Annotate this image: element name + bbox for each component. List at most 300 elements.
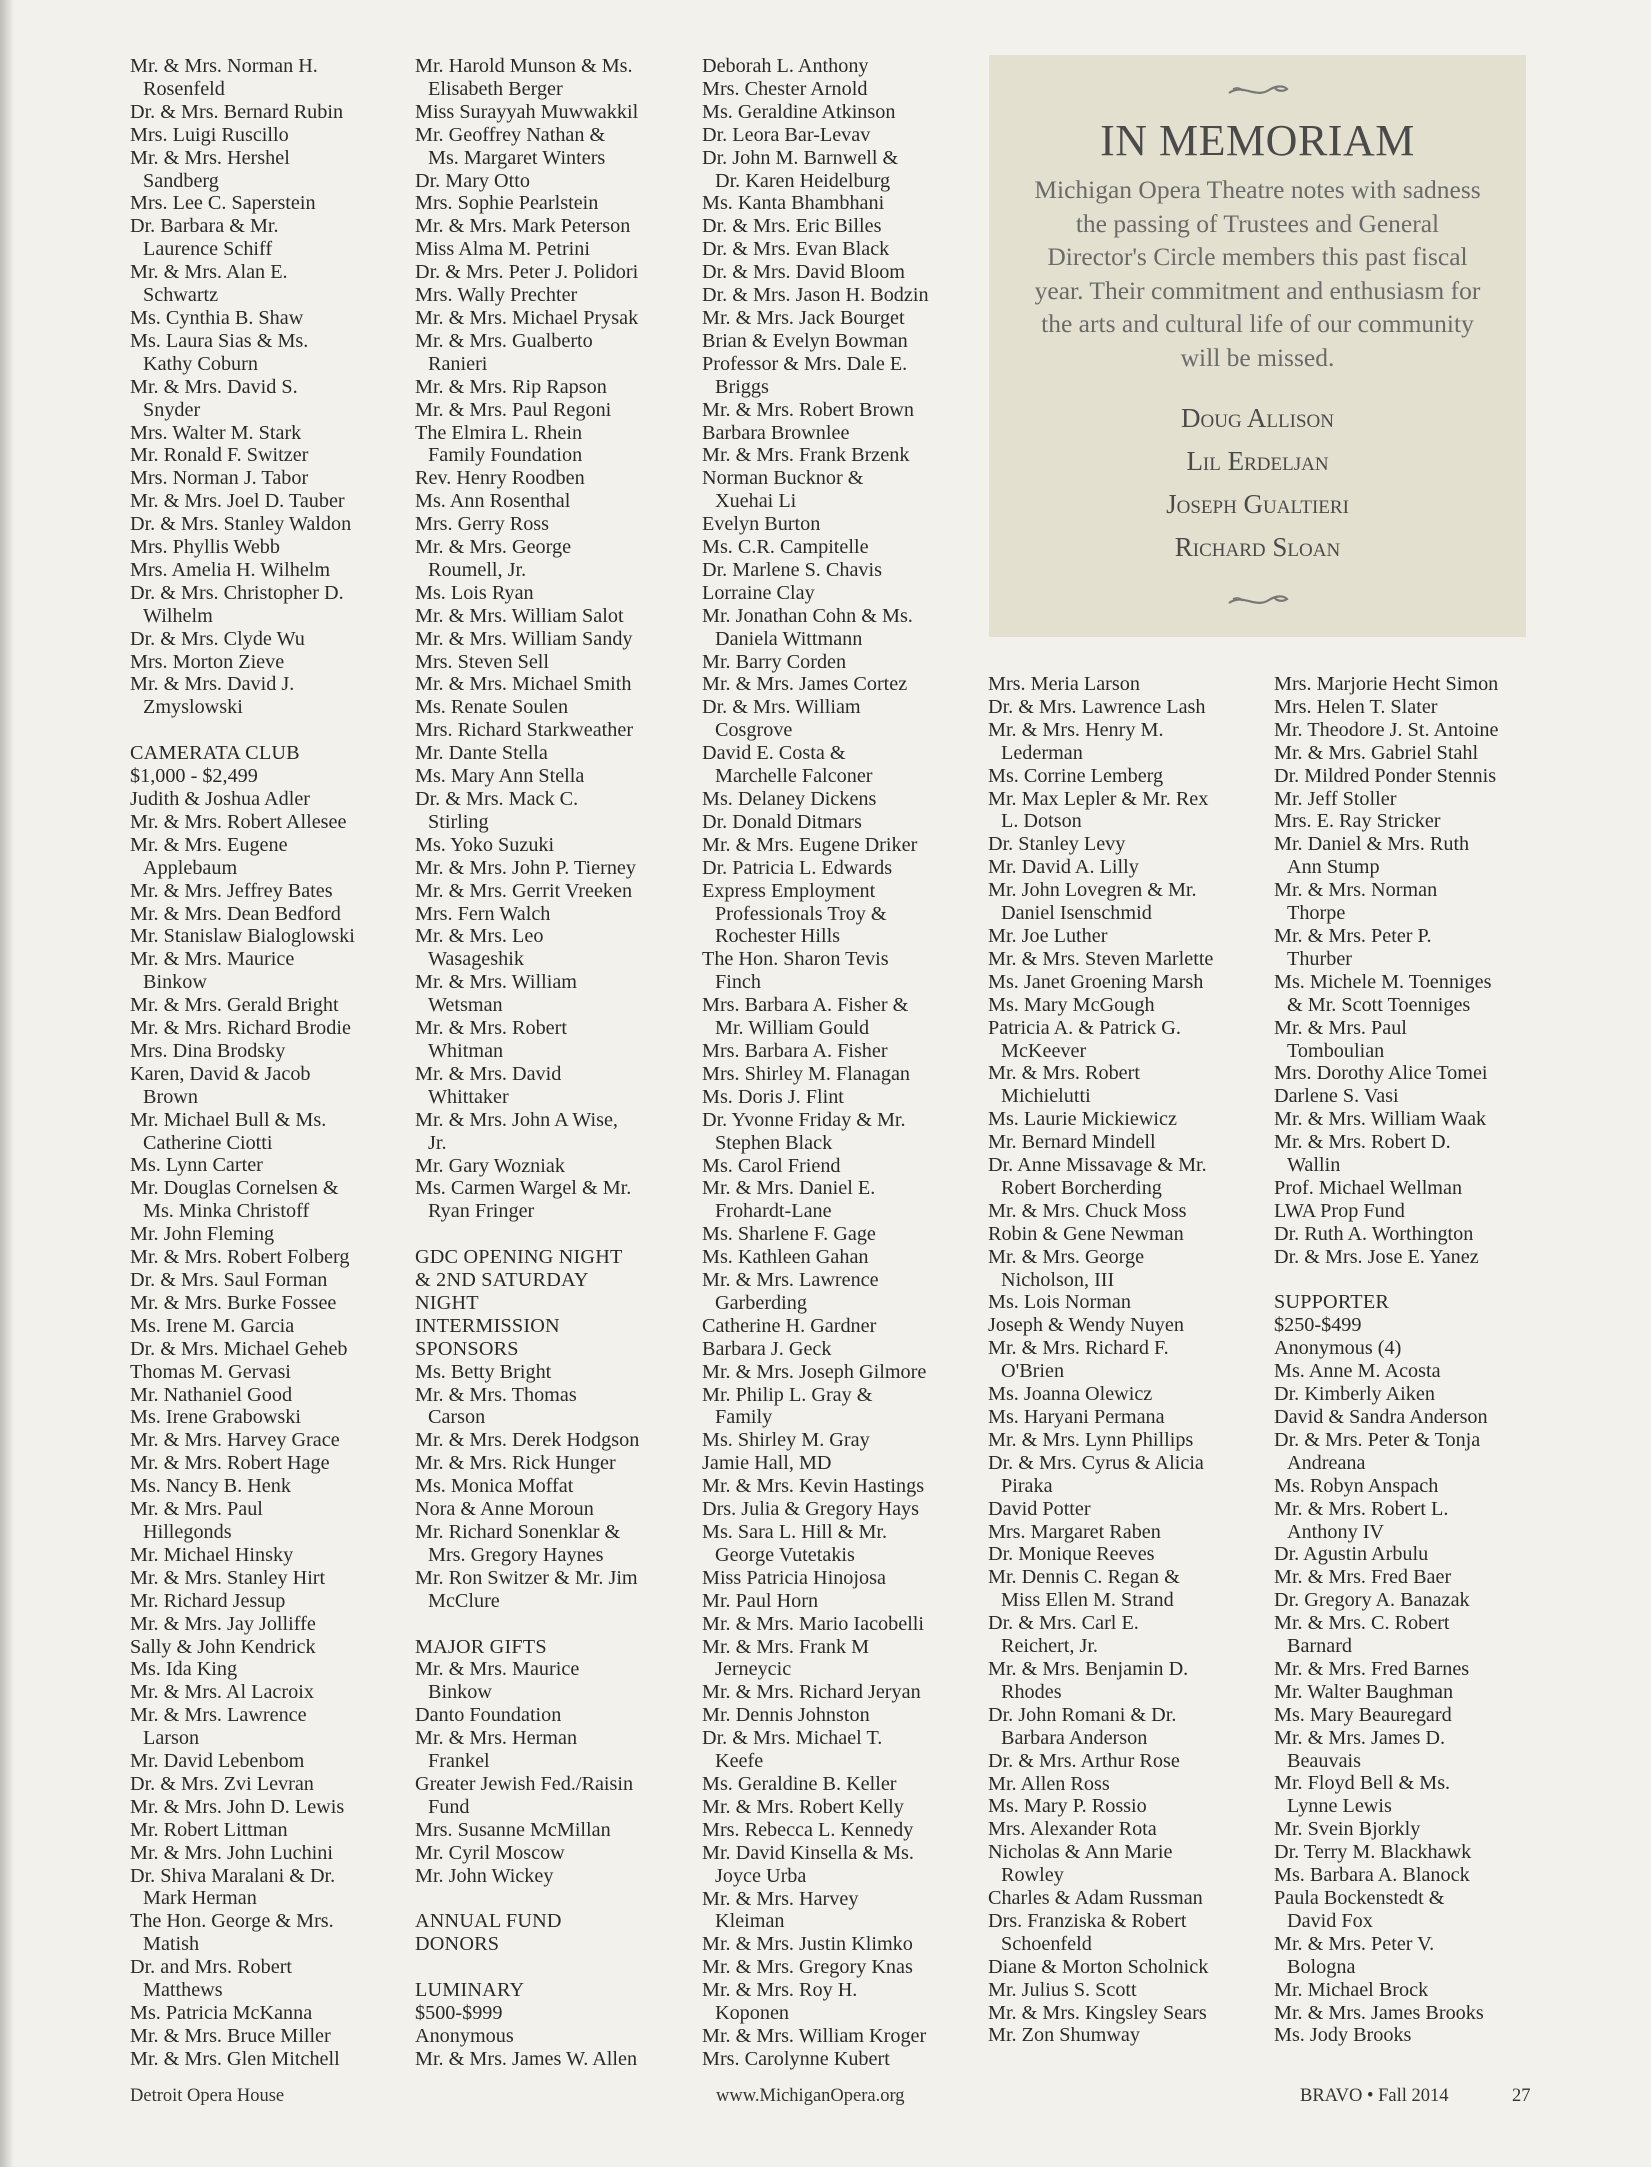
- donor-name: Mr. & Mrs. Frank M: [702, 1635, 870, 1658]
- section-spacer: [415, 1956, 680, 1979]
- section-spacer: [1274, 1269, 1539, 1292]
- donor-name-continuation: O'Brien: [1001, 1360, 1065, 1383]
- donor-name-continuation: Kleiman: [715, 1910, 785, 1933]
- section-heading: GDC OPENING NIGHT: [415, 1246, 623, 1269]
- donor-name: Paula Bockenstedt &: [1274, 1887, 1445, 1910]
- donor-name: Mrs. Dina Brodsky: [130, 1039, 286, 1062]
- donor-name-continuation: Thorpe: [1287, 902, 1346, 925]
- donor-name: Mr. & Mrs. Burke Fossee: [130, 1291, 337, 1314]
- donor-name: Judith & Joshua Adler: [130, 787, 311, 810]
- donor-name: Mr. & Mrs. Robert: [988, 1062, 1140, 1085]
- donor-name: Dr. & Mrs. William: [702, 696, 861, 719]
- donor-name: Miss Alma M. Petrini: [415, 238, 590, 261]
- donor-name: Ms. Mary Ann Stella: [415, 765, 585, 788]
- donor-name: Mr. Geoffrey Nathan &: [415, 123, 606, 146]
- donor-name: Dr. Monique Reeves: [988, 1543, 1155, 1566]
- donor-name: Mr. Jeff Stoller: [1274, 787, 1397, 810]
- donor-name-continuation: Stirling: [428, 810, 489, 833]
- donor-name: Greater Jewish Fed./Raisin: [415, 1772, 634, 1795]
- footer-publication: BRAVO • Fall 2014: [1300, 2086, 1449, 2106]
- donor-name: Joseph & Wendy Nuyen: [988, 1314, 1184, 1337]
- donor-name-continuation: Whitman: [428, 1039, 504, 1062]
- donor-name: Mrs. Gerry Ross: [415, 513, 550, 536]
- section-heading: SUPPORTER: [1274, 1291, 1390, 1314]
- donor-name: Sally & John Kendrick: [130, 1635, 316, 1658]
- section-heading: LUMINARY: [415, 1979, 525, 2002]
- donor-name: Dr. Shiva Maralani & Dr.: [130, 1864, 336, 1887]
- section-heading: INTERMISSION: [415, 1314, 560, 1337]
- donor-name: Mr. Gary Wozniak: [415, 1154, 565, 1177]
- donor-name: Ms. Ann Rosenthal: [415, 490, 571, 513]
- donor-name-continuation: Daniela Wittmann: [715, 627, 863, 650]
- donor-name: Mr. & Mrs. Frank Brzenk: [702, 444, 910, 467]
- donor-name: Mrs. Luigi Ruscillo: [130, 123, 289, 146]
- donor-name: Mr. & Mrs. Eugene Driker: [702, 833, 918, 856]
- donor-name: Mr. Zon Shumway: [988, 2024, 1140, 2047]
- donor-name: Mr. & Mrs. Jeffrey Bates: [130, 879, 333, 902]
- donor-name-continuation: Brown: [143, 1085, 198, 1108]
- donor-name: Mr. & Mrs. Maurice: [130, 948, 295, 971]
- donor-name: Mr. & Mrs. Maurice: [415, 1658, 580, 1681]
- donor-name: Dr. & Mrs. Jason H. Bodzin: [702, 284, 929, 307]
- donor-name: Ms. Laura Sias & Ms.: [130, 329, 309, 352]
- giving-range: $250-$499: [1274, 1314, 1362, 1337]
- memoriam-name: Lil Erdeljan: [1186, 446, 1329, 476]
- donor-name-continuation: Nicholson, III: [1001, 1268, 1115, 1291]
- donor-name: Ms. Anne M. Acosta: [1274, 1360, 1441, 1383]
- section-heading: ANNUAL FUND: [415, 1910, 562, 1933]
- donor-name: Mr. & Mrs. Paul: [1274, 1016, 1407, 1039]
- donor-name: Mr. David A. Lilly: [988, 856, 1139, 879]
- donor-name-continuation: Family Foundation: [428, 444, 583, 467]
- donor-name-continuation: Lynne Lewis: [1287, 1795, 1392, 1818]
- donor-name: Miss Surayyah Muwwakkil: [415, 100, 639, 123]
- footer-venue: Detroit Opera House: [130, 2086, 285, 2106]
- donor-name: Ms. Carmen Wargel & Mr.: [415, 1177, 632, 1200]
- donor-name: Dr. Mildred Ponder Stennis: [1274, 764, 1497, 787]
- donor-name-continuation: Frankel: [428, 1750, 490, 1773]
- donor-name: Mr. & Mrs. Gregory Knas: [702, 1956, 913, 1979]
- donor-name: Barbara Brownlee: [702, 421, 850, 444]
- donor-name: Dr. Mary Otto: [415, 169, 530, 192]
- donor-name: Anonymous: [415, 2024, 514, 2047]
- footer-website: www.MichiganOpera.org: [716, 2086, 905, 2106]
- donor-name: Mr. & Mrs. Rick Hunger: [415, 1452, 616, 1475]
- donor-name-continuation: Keefe: [715, 1750, 764, 1773]
- donor-name: Mr. & Mrs. Alan E.: [130, 261, 288, 284]
- donor-name: Dr. & Mrs. Eric Billes: [702, 215, 882, 238]
- donor-name: The Elmira L. Rhein: [415, 421, 583, 444]
- donor-name: Mrs. Meria Larson: [988, 673, 1140, 695]
- donor-name-continuation: Matthews: [143, 1979, 223, 2002]
- donor-name: Ms. Geraldine Atkinson: [702, 100, 896, 123]
- donor-name-continuation: Michielutti: [1001, 1085, 1091, 1108]
- donor-name: Mr. Ronald F. Switzer: [130, 444, 309, 467]
- flourish-ornament-icon: [1223, 79, 1293, 101]
- donor-name: Mr. & Mrs. Paul Regoni: [415, 398, 612, 421]
- donor-name-continuation: Lederman: [1001, 741, 1083, 764]
- donor-name: Mr. & Mrs. John P. Tierney: [415, 856, 636, 879]
- donor-name: Mr. Douglas Cornelsen &: [130, 1177, 339, 1200]
- donor-name: Mr. Dennis C. Regan &: [988, 1566, 1180, 1589]
- donor-name-continuation: Applebaum: [143, 856, 238, 879]
- donor-name: Mr. Stanislaw Bialoglowski: [130, 925, 355, 948]
- donor-name-continuation: Finch: [715, 971, 761, 994]
- donor-name: Mr. Cyril Moscow: [415, 1841, 565, 1864]
- donor-name: Norman Bucknor &: [702, 467, 864, 490]
- donor-name: Mr. & Mrs. Derek Hodgson: [415, 1429, 640, 1452]
- donor-name: Rev. Henry Roodben: [415, 467, 585, 490]
- donor-name: Mr. & Mrs. Robert: [415, 1017, 567, 1040]
- donor-name: Mrs. Susanne McMillan: [415, 1818, 611, 1841]
- donor-name-continuation: David Fox: [1287, 1909, 1373, 1932]
- donor-name-continuation: Mrs. Gregory Haynes: [428, 1543, 604, 1566]
- donor-name: Dr. & Mrs. David Bloom: [702, 261, 905, 284]
- donor-name-continuation: Briggs: [715, 375, 769, 398]
- donor-name: Barbara J. Geck: [702, 1337, 832, 1360]
- donor-name: Mr. & Mrs. James D.: [1274, 1726, 1446, 1749]
- donor-name: Ms. Mary P. Rossio: [988, 1795, 1147, 1818]
- donor-name-continuation: Ranieri: [428, 352, 488, 375]
- donor-name: Dr. Marlene S. Chavis: [702, 558, 882, 581]
- donor-name: LWA Prop Fund: [1274, 1199, 1405, 1222]
- donor-name-continuation: Wasageshik: [428, 948, 524, 971]
- donor-name-continuation: Dr. Karen Heidelburg: [715, 169, 891, 192]
- donor-name: Mr. & Mrs. George: [415, 536, 572, 559]
- donor-name-continuation: Schwartz: [143, 284, 219, 307]
- donor-name: Mr. & Mrs. James Brooks: [1274, 2001, 1484, 2024]
- donor-name: Ms. Lynn Carter: [130, 1154, 263, 1177]
- donor-name: Miss Patricia Hinojosa: [702, 1566, 886, 1589]
- donor-name: Mr. & Mrs. Roy H.: [702, 1979, 858, 2002]
- donor-name-continuation: Barbara Anderson: [1001, 1726, 1148, 1749]
- donor-name: Mrs. Alexander Rota: [988, 1818, 1157, 1841]
- donor-name: Mr. & Mrs. Fred Baer: [1274, 1566, 1452, 1589]
- donor-name: Dr. & Mrs. Bernard Rubin: [130, 100, 344, 123]
- donor-name: Mr. Philip L. Gray &: [702, 1383, 873, 1406]
- donor-name-continuation: Joyce Urba: [715, 1864, 807, 1887]
- donor-name-continuation: Jerneycic: [715, 1658, 792, 1681]
- donor-name: Ms. Lois Norman: [988, 1291, 1131, 1314]
- donor-name: Mrs. Helen T. Slater: [1274, 695, 1438, 718]
- donor-name: Mr. & Mrs. James W. Allen: [415, 2047, 638, 2070]
- donor-name: Ms. Mary Beauregard: [1274, 1703, 1452, 1726]
- donor-name: Dr. Barbara & Mr.: [130, 215, 279, 238]
- donor-name: Anonymous (4): [1274, 1337, 1402, 1360]
- section-spacer: [415, 1613, 680, 1636]
- donor-name: Patricia A. & Patrick G.: [988, 1016, 1181, 1039]
- donor-name: Mr. Richard Jessup: [130, 1589, 286, 1612]
- donor-name: Dr. Terry M. Blackhawk: [1274, 1841, 1472, 1864]
- donor-name: Mrs. Barbara A. Fisher: [702, 1039, 888, 1062]
- donor-name: Mr. Robert Littman: [130, 1818, 288, 1841]
- section-spacer: [415, 1887, 680, 1910]
- donor-name-continuation: Binkow: [428, 1681, 492, 1704]
- memoriam-names: [989, 397, 1526, 569]
- donor-name: Mr. & Mrs. Kevin Hastings: [702, 1475, 925, 1498]
- page-edge-shadow: [0, 0, 14, 2167]
- donor-name-continuation: McClure: [428, 1589, 500, 1612]
- donor-name-continuation: Ms. Minka Christoff: [143, 1200, 310, 1223]
- donor-name-continuation: Schoenfeld: [1001, 1932, 1092, 1955]
- donor-name-continuation: Mr. William Gould: [715, 1017, 870, 1040]
- donor-name: Mr. David Kinsella & Ms.: [702, 1841, 914, 1864]
- donor-name: Mr. & Mrs. Kingsley Sears: [988, 2001, 1207, 2024]
- donor-name: Dr. & Mrs. Michael Geheb: [130, 1337, 348, 1360]
- donor-name-continuation: Koponen: [715, 2002, 790, 2025]
- donor-name: Ms. Kathleen Gahan: [702, 1246, 869, 1269]
- donor-name: Mr. & Mrs. Harvey Grace: [130, 1429, 340, 1452]
- donor-name: Ms. Robyn Anspach: [1274, 1474, 1439, 1497]
- donor-name-continuation: Jr.: [428, 1131, 447, 1154]
- donor-name-continuation: Ann Stump: [1287, 856, 1380, 879]
- donor-column-4: [988, 673, 1253, 2047]
- donor-name: Drs. Julia & Gregory Hays: [702, 1498, 919, 1521]
- donor-name: Mr. & Mrs. Lawrence: [130, 1704, 307, 1727]
- donor-name: Ms. Lois Ryan: [415, 581, 534, 604]
- donor-name-continuation: Larson: [143, 1727, 200, 1750]
- donor-name: Jamie Hall, MD: [702, 1452, 832, 1475]
- donor-name-continuation: Frohardt-Lane: [715, 1200, 832, 1223]
- donor-name: Mr. & Mrs. Lawrence: [702, 1269, 879, 1292]
- donor-name: Ms. Nancy B. Henk: [130, 1475, 291, 1498]
- donor-name-continuation: Anthony IV: [1287, 1520, 1385, 1543]
- donor-name-continuation: Rosenfeld: [143, 77, 225, 100]
- donor-name-continuation: Wetsman: [428, 994, 503, 1017]
- donor-name: Mrs. Richard Starkweather: [415, 719, 634, 742]
- donor-name: Dr. & Mrs. Lawrence Lash: [988, 695, 1206, 718]
- donor-name: Mr. & Mrs. Richard Jeryan: [702, 1681, 921, 1704]
- donor-name: Mr. & Mrs. David J.: [130, 673, 295, 696]
- donor-name: Mr. Svein Bjorkly: [1274, 1818, 1421, 1841]
- donor-name: Mr. & Mrs. Gerald Bright: [130, 994, 339, 1017]
- donor-name: Dr. & Mrs. Jose E. Yanez: [1274, 1245, 1479, 1268]
- donor-name: Mrs. Barbara A. Fisher &: [702, 994, 909, 1017]
- donor-name-continuation: Robert Borcherding: [1001, 1176, 1162, 1199]
- donor-name: Ms. Jody Brooks: [1274, 2024, 1412, 2047]
- donor-name: Mr. Nathaniel Good: [130, 1383, 293, 1406]
- donor-name: Mrs. Steven Sell: [415, 650, 550, 673]
- donor-name: Mr. & Mrs. Steven Marlette: [988, 947, 1214, 970]
- donor-name: Karen, David & Jacob: [130, 1062, 311, 1085]
- memoriam-name: Joseph Gualtieri: [1166, 489, 1349, 519]
- donor-name: Dr. Agustin Arbulu: [1274, 1543, 1429, 1566]
- donor-name: Mr. & Mrs. John A Wise,: [415, 1108, 618, 1131]
- donor-name: The Hon. George & Mrs.: [130, 1910, 334, 1933]
- donor-name: Mrs. Rebecca L. Kennedy: [702, 1818, 914, 1841]
- donor-name: Mrs. Sophie Pearlstein: [415, 192, 599, 215]
- donor-name: Ms. Monica Moffat: [415, 1475, 574, 1498]
- donor-name: Ms. C.R. Campitelle: [702, 536, 869, 559]
- donor-name: Mr. & Mrs. Glen Mitchell: [130, 2047, 340, 2070]
- donor-name-continuation: Whittaker: [428, 1085, 509, 1108]
- donor-name-continuation: Rowley: [1001, 1864, 1064, 1887]
- donor-name: Ms. Kanta Bhambhani: [702, 192, 885, 215]
- donor-name: David & Sandra Anderson: [1274, 1405, 1488, 1428]
- donor-name: Ms. Joanna Olewicz: [988, 1383, 1153, 1406]
- page-number: 27: [1512, 2086, 1531, 2106]
- donor-name-continuation: McKeever: [1001, 1039, 1087, 1062]
- donor-name: Mr. & Mrs. Jack Bourget: [702, 306, 905, 329]
- donor-name-continuation: Xuehai Li: [715, 490, 797, 513]
- donor-name-continuation: Rhodes: [1001, 1680, 1062, 1703]
- donor-name: Mrs. Fern Walch: [415, 902, 551, 925]
- section-heading: MAJOR GIFTS: [415, 1635, 547, 1658]
- donor-column-2: [415, 55, 680, 2071]
- donor-name: Ms. Haryani Permana: [988, 1406, 1165, 1428]
- donor-name: Mr. & Mrs. Joseph Gilmore: [702, 1360, 927, 1383]
- memoriam-name: Doug Allison: [1181, 403, 1334, 433]
- donor-name: Dr. & Mrs. Clyde Wu: [130, 627, 305, 650]
- donor-name-continuation: Kathy Coburn: [143, 352, 258, 375]
- donor-name: Dr. Ruth A. Worthington: [1274, 1222, 1474, 1245]
- donor-name: Mr. & Mrs. Herman: [415, 1727, 578, 1750]
- donor-name-continuation: Mark Herman: [143, 1887, 257, 1910]
- donor-name: Mrs. Morton Zieve: [130, 650, 285, 673]
- donor-name: Dr. & Mrs. Cyrus & Alicia: [988, 1451, 1204, 1474]
- donor-name: Darlene S. Vasi: [1274, 1085, 1399, 1108]
- donor-name-continuation: Andreana: [1287, 1451, 1366, 1474]
- donor-name: Ms. Irene Grabowski: [130, 1406, 301, 1429]
- donor-name-continuation: Fund: [428, 1795, 470, 1818]
- donor-name: Ms. Doris J. Flint: [702, 1085, 844, 1108]
- donor-name: Mr. Michael Brock: [1274, 1978, 1429, 2001]
- donor-name: Mr. & Mrs. Michael Smith: [415, 673, 632, 696]
- donor-name: Mrs. Amelia H. Wilhelm: [130, 558, 331, 581]
- donor-name-continuation: Ms. Margaret Winters: [428, 146, 606, 169]
- donor-name-continuation: Garberding: [715, 1291, 807, 1314]
- donor-name: Dr. & Mrs. Evan Black: [702, 238, 890, 261]
- donor-name: David Potter: [988, 1497, 1091, 1520]
- donor-name: Dr. John M. Barnwell &: [702, 146, 899, 169]
- section-heading: SPONSORS: [415, 1337, 519, 1360]
- memoriam-name: Richard Sloan: [1174, 532, 1341, 562]
- donor-name: Dr. Yvonne Friday & Mr.: [702, 1108, 906, 1131]
- donor-name: Mr. & Mrs. Robert Brown: [702, 398, 914, 421]
- donor-name: Mr. Dennis Johnston: [702, 1704, 870, 1727]
- donor-name: Charles & Adam Russman: [988, 1887, 1203, 1910]
- donor-name: The Hon. Sharon Tevis: [702, 948, 889, 971]
- donor-name: Mr. Paul Horn: [702, 1589, 819, 1612]
- donor-name: Ms. Shirley M. Gray: [702, 1429, 870, 1452]
- donor-name: Mr. & Mrs. C. Robert: [1274, 1612, 1450, 1635]
- donor-name: Ms. Laurie Mickiewicz: [988, 1108, 1177, 1131]
- giving-range: $1,000 - $2,499: [130, 765, 258, 788]
- donor-name: Mr. & Mrs. Leo: [415, 925, 544, 948]
- donor-name: Drs. Franziska & Robert: [988, 1909, 1187, 1932]
- section-spacer: [130, 719, 395, 742]
- donor-name: Ms. Delaney Dickens: [702, 788, 877, 810]
- donor-name: Dr. Stanley Levy: [988, 833, 1126, 856]
- donor-name: Mr. & Mrs. Thomas: [415, 1383, 577, 1406]
- donor-name: Mrs. Wally Prechter: [415, 284, 578, 307]
- donor-name: Dr. and Mrs. Robert: [130, 1956, 293, 1979]
- donor-name-continuation: Thurber: [1287, 947, 1353, 970]
- donor-name: Mr. & Mrs. Norman: [1274, 879, 1438, 902]
- donor-name-continuation: Wallin: [1287, 1154, 1341, 1177]
- donor-name: Ms. Corrine Lemberg: [988, 764, 1164, 787]
- donor-name-continuation: Snyder: [143, 398, 201, 421]
- donor-name: Mr. & Mrs. Robert D.: [1274, 1131, 1451, 1154]
- donor-name: Ms. Patricia McKanna: [130, 2002, 313, 2025]
- donor-name: Express Employment: [702, 879, 876, 902]
- donor-name: Mr. Walter Baughman: [1274, 1680, 1454, 1703]
- donor-name: Mr. & Mrs. Jay Jolliffe: [130, 1612, 316, 1635]
- giving-range: $500-$999: [415, 2001, 503, 2024]
- donor-name-continuation: Reichert, Jr.: [1001, 1635, 1098, 1658]
- donor-name: Mr. & Mrs. Robert Kelly: [702, 1795, 904, 1818]
- donor-name: Mr. & Mrs. Peter V.: [1274, 1932, 1435, 1955]
- donor-name-continuation: Beauvais: [1287, 1749, 1361, 1772]
- donor-name: Dr. & Mrs. Carl E.: [988, 1612, 1139, 1635]
- donor-name-continuation: Piraka: [1001, 1474, 1053, 1497]
- donor-name: Mr. & Mrs. Stanley Hirt: [130, 1566, 326, 1589]
- donor-name: Mr. & Mrs. Gerrit Vreeken: [415, 879, 633, 902]
- donor-name: Mr. & Mrs. William Salot: [415, 604, 624, 627]
- donor-name: Mr. & Mrs. Rip Rapson: [415, 375, 607, 398]
- donor-name-continuation: Cosgrove: [715, 719, 793, 742]
- donor-name: Mr. & Mrs. David: [415, 1062, 562, 1085]
- donor-name: Mr. & Mrs. Benjamin D.: [988, 1657, 1189, 1680]
- donor-name: Mr. & Mrs. Robert Allesee: [130, 810, 347, 833]
- donor-name-continuation: Daniel Isenschmid: [1001, 902, 1152, 925]
- donor-name: Mr. & Mrs. Michael Prysak: [415, 306, 639, 329]
- donor-name: Mrs. Dorothy Alice Tomei: [1274, 1062, 1488, 1085]
- donor-name-continuation: Binkow: [143, 971, 207, 994]
- donor-name: Mr. & Mrs. Peter P.: [1274, 924, 1432, 947]
- donor-name: Mr. & Mrs. Dean Bedford: [130, 902, 341, 925]
- donor-name-continuation: Carson: [428, 1406, 486, 1429]
- donor-name: Mr. John Wickey: [415, 1864, 554, 1887]
- memoriam-title: IN MEMORIAM: [1100, 116, 1415, 165]
- section-spacer: [415, 1223, 680, 1246]
- donor-name: Ms. Sharlene F. Gage: [702, 1223, 876, 1246]
- donor-name: Mr. & Mrs. Lynn Phillips: [988, 1428, 1194, 1451]
- donor-name: Mr. & Mrs. Robert Hage: [130, 1452, 330, 1475]
- donor-name: Mr. & Mrs. William: [415, 971, 578, 994]
- donor-name: Mr. & Mrs. Mark Peterson: [415, 215, 631, 238]
- donor-name: Mr. & Mrs. Daniel E.: [702, 1177, 876, 1200]
- donor-name: Ms. Michele M. Toenniges: [1274, 970, 1492, 993]
- donor-name-continuation: Barnard: [1287, 1635, 1353, 1658]
- donor-name: Deborah L. Anthony: [702, 55, 869, 77]
- donor-name: Mr. Floyd Bell & Ms.: [1274, 1772, 1451, 1795]
- donor-name: Mr. & Mrs. Richard F.: [988, 1337, 1169, 1360]
- donor-name-continuation: Stephen Black: [715, 1131, 833, 1154]
- donor-name: Dr. John Romani & Dr.: [988, 1703, 1177, 1726]
- donor-name: Mr. & Mrs. William Waak: [1274, 1108, 1487, 1131]
- donor-name: Mr. & Mrs. Robert Folberg: [130, 1246, 350, 1269]
- donor-name: Dr. Anne Missavage & Mr.: [988, 1154, 1207, 1177]
- donor-name: Dr. & Mrs. Zvi Levran: [130, 1772, 314, 1795]
- donor-name: Mr. & Mrs. Justin Klimko: [702, 1933, 913, 1956]
- donor-name: Mr. John Lovegren & Mr.: [988, 879, 1197, 902]
- donor-name: Mrs. Phyllis Webb: [130, 536, 280, 559]
- donor-name: Dr. & Mrs. Michael T.: [702, 1727, 883, 1750]
- donor-name: Mr. & Mrs. Bruce Miller: [130, 2024, 331, 2047]
- donor-name: Mr. Julius S. Scott: [988, 1978, 1137, 2001]
- in-memoriam-box: [989, 55, 1526, 637]
- donor-name: Mr. Richard Sonenklar &: [415, 1520, 621, 1543]
- donor-name: Mr. & Mrs. Hershel: [130, 146, 290, 169]
- section-heading: NIGHT: [415, 1291, 479, 1314]
- donor-name: Mrs. Walter M. Stark: [130, 421, 302, 444]
- donor-name: Mrs. Norman J. Tabor: [130, 467, 309, 490]
- donor-name: Mr. Jonathan Cohn & Ms.: [702, 604, 913, 627]
- donor-name: Mr. Daniel & Mrs. Ruth: [1274, 833, 1470, 856]
- donor-name: Mr. Dante Stella: [415, 742, 548, 765]
- donor-name: Mr. & Mrs. John D. Lewis: [130, 1795, 345, 1818]
